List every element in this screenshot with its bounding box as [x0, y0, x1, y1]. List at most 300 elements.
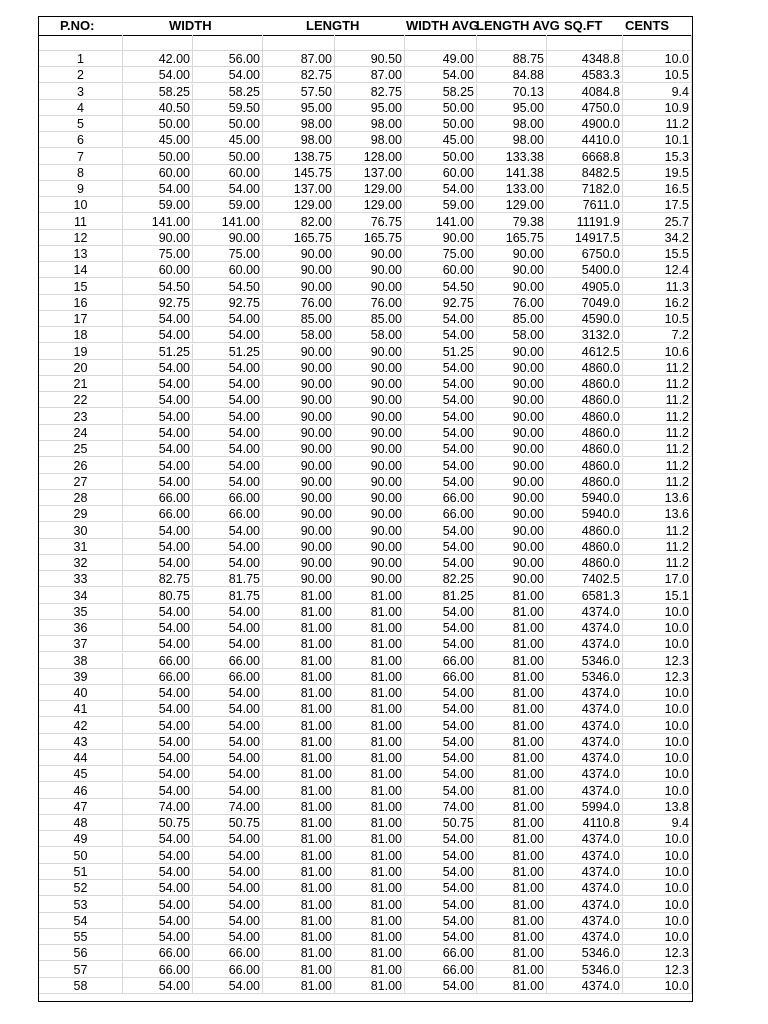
cell-length-2: 90.00: [335, 279, 405, 295]
cell-length-1: 90.00: [263, 458, 335, 474]
cell-length-2: 81.00: [335, 718, 405, 734]
cell-length-2: 81.00: [335, 945, 405, 961]
cell-length-1: 81.00: [263, 604, 335, 620]
cell-pno: 30: [39, 523, 123, 539]
spacer-cell: [39, 35, 123, 51]
cell-length-2: 90.00: [335, 409, 405, 425]
cell-width-2: 54.00: [193, 913, 263, 929]
cell-sqft: 4374.0: [547, 620, 623, 636]
cell-pno: 23: [39, 409, 123, 425]
spacer-cell: [477, 35, 547, 51]
cell-length-1: 81.00: [263, 799, 335, 815]
cell-length-2: 90.00: [335, 441, 405, 457]
cell-width-1: 54.00: [123, 181, 193, 197]
cell-length-1: 90.00: [263, 360, 335, 376]
cell-pno: 3: [39, 84, 123, 100]
table-row: [39, 636, 692, 652]
cell-width-avg: 50.00: [405, 100, 477, 116]
cell-sqft: 14917.5: [547, 230, 623, 246]
cell-cents: 10.5: [623, 67, 692, 83]
cell-length-avg: 76.00: [477, 295, 547, 311]
cell-width-1: 54.00: [123, 783, 193, 799]
cell-cents: 9.4: [623, 815, 692, 831]
cell-length-2: 98.00: [335, 116, 405, 132]
cell-length-avg: 81.00: [477, 799, 547, 815]
cell-width-avg: 75.00: [405, 246, 477, 262]
cell-width-avg: 66.00: [405, 945, 477, 961]
cell-length-avg: 85.00: [477, 311, 547, 327]
cell-width-2: 66.00: [193, 962, 263, 978]
table-row: [39, 344, 692, 360]
header-cents: CENTS: [625, 18, 670, 33]
table-row: [39, 604, 692, 620]
cell-length-2: 87.00: [335, 67, 405, 83]
cell-length-avg: 81.00: [477, 848, 547, 864]
cell-length-avg: 98.00: [477, 116, 547, 132]
cell-width-2: 66.00: [193, 506, 263, 522]
cell-length-avg: 81.00: [477, 701, 547, 717]
cell-length-1: 81.00: [263, 897, 335, 913]
cell-length-1: 90.00: [263, 571, 335, 587]
cell-length-1: 81.00: [263, 831, 335, 847]
cell-width-avg: 54.00: [405, 685, 477, 701]
cell-width-avg: 45.00: [405, 132, 477, 148]
cell-cents: 10.5: [623, 311, 692, 327]
cell-length-2: 90.00: [335, 360, 405, 376]
table-row: [39, 701, 692, 717]
cell-length-avg: 81.00: [477, 734, 547, 750]
table-row: [39, 311, 692, 327]
cell-length-2: 90.00: [335, 262, 405, 278]
cell-length-2: 81.00: [335, 653, 405, 669]
cell-width-1: 92.75: [123, 295, 193, 311]
cell-width-2: 50.75: [193, 815, 263, 831]
cell-width-1: 54.00: [123, 718, 193, 734]
cell-length-2: 90.00: [335, 490, 405, 506]
cell-sqft: 5346.0: [547, 653, 623, 669]
cell-width-avg: 59.00: [405, 197, 477, 213]
cell-cents: 13.6: [623, 506, 692, 522]
cell-pno: 32: [39, 555, 123, 571]
cell-pno: 48: [39, 815, 123, 831]
cell-width-avg: 141.00: [405, 214, 477, 230]
table-row: [39, 149, 692, 165]
cell-length-avg: 90.00: [477, 425, 547, 441]
cell-cents: 10.0: [623, 750, 692, 766]
cell-pno: 45: [39, 766, 123, 782]
cell-sqft: 6581.3: [547, 588, 623, 604]
table-row: [39, 848, 692, 864]
cell-width-2: 54.00: [193, 441, 263, 457]
cell-width-avg: 54.00: [405, 311, 477, 327]
cell-length-2: 81.00: [335, 848, 405, 864]
cell-length-avg: 81.00: [477, 783, 547, 799]
cell-length-2: 98.00: [335, 132, 405, 148]
cell-pno: 28: [39, 490, 123, 506]
cell-width-avg: 54.00: [405, 701, 477, 717]
cell-width-avg: 54.00: [405, 376, 477, 392]
table-row: [39, 523, 692, 539]
cell-width-avg: 60.00: [405, 165, 477, 181]
cell-width-2: 60.00: [193, 262, 263, 278]
cell-sqft: 5346.0: [547, 669, 623, 685]
cell-cents: 15.1: [623, 588, 692, 604]
cell-length-1: 81.00: [263, 750, 335, 766]
cell-length-2: 90.00: [335, 571, 405, 587]
cell-width-2: 54.00: [193, 360, 263, 376]
cell-width-1: 54.00: [123, 539, 193, 555]
cell-width-avg: 54.00: [405, 929, 477, 945]
cell-width-avg: 58.25: [405, 84, 477, 100]
cell-length-avg: 81.00: [477, 929, 547, 945]
cell-sqft: 4374.0: [547, 897, 623, 913]
cell-length-2: 81.00: [335, 750, 405, 766]
cell-width-2: 54.00: [193, 539, 263, 555]
cell-length-avg: 90.00: [477, 262, 547, 278]
cell-width-avg: 81.25: [405, 588, 477, 604]
table-row: [39, 913, 692, 929]
cell-width-avg: 54.00: [405, 523, 477, 539]
cell-length-avg: 79.38: [477, 214, 547, 230]
cell-cents: 17.5: [623, 197, 692, 213]
cell-cents: 10.0: [623, 685, 692, 701]
cell-cents: 12.3: [623, 669, 692, 685]
cell-width-1: 60.00: [123, 165, 193, 181]
cell-length-avg: 90.00: [477, 555, 547, 571]
table-row: [39, 100, 692, 116]
cell-length-2: 81.00: [335, 604, 405, 620]
cell-sqft: 4860.0: [547, 441, 623, 457]
cell-length-2: 81.00: [335, 864, 405, 880]
table-row: [39, 669, 692, 685]
cell-length-2: 81.00: [335, 620, 405, 636]
table-row: [39, 766, 692, 782]
cell-width-1: 60.00: [123, 262, 193, 278]
cell-length-avg: 90.00: [477, 360, 547, 376]
cell-width-1: 74.00: [123, 799, 193, 815]
cell-width-1: 90.00: [123, 230, 193, 246]
table-row: [39, 279, 692, 295]
cell-cents: 11.2: [623, 539, 692, 555]
cell-length-1: 57.50: [263, 84, 335, 100]
cell-sqft: 4374.0: [547, 718, 623, 734]
cell-width-2: 51.25: [193, 344, 263, 360]
cell-length-avg: 129.00: [477, 197, 547, 213]
cell-length-1: 81.00: [263, 636, 335, 652]
cell-length-1: 129.00: [263, 197, 335, 213]
cell-sqft: 5940.0: [547, 490, 623, 506]
cell-sqft: 4410.0: [547, 132, 623, 148]
cell-length-2: 81.00: [335, 929, 405, 945]
cell-length-avg: 81.00: [477, 831, 547, 847]
cell-length-1: 81.00: [263, 620, 335, 636]
cell-pno: 31: [39, 539, 123, 555]
cell-pno: 53: [39, 897, 123, 913]
cell-pno: 26: [39, 458, 123, 474]
cell-length-2: 90.00: [335, 392, 405, 408]
cell-width-avg: 54.00: [405, 831, 477, 847]
cell-pno: 39: [39, 669, 123, 685]
cell-cents: 10.0: [623, 864, 692, 880]
cell-length-avg: 90.00: [477, 392, 547, 408]
cell-length-1: 90.00: [263, 474, 335, 490]
cell-length-1: 165.75: [263, 230, 335, 246]
cell-pno: 43: [39, 734, 123, 750]
cell-pno: 1: [39, 51, 123, 67]
cell-width-2: 54.00: [193, 523, 263, 539]
table-row: [39, 458, 692, 474]
table-row: [39, 734, 692, 750]
cell-cents: 10.0: [623, 718, 692, 734]
cell-length-1: 145.75: [263, 165, 335, 181]
spacer-cell: [335, 35, 405, 51]
cell-cents: 7.2: [623, 327, 692, 343]
cell-cents: 10.9: [623, 100, 692, 116]
cell-width-avg: 54.00: [405, 734, 477, 750]
cell-length-1: 81.00: [263, 864, 335, 880]
cell-sqft: 4374.0: [547, 929, 623, 945]
cell-length-1: 90.00: [263, 506, 335, 522]
cell-length-avg: 98.00: [477, 132, 547, 148]
cell-pno: 24: [39, 425, 123, 441]
cell-length-1: 81.00: [263, 945, 335, 961]
cell-width-avg: 54.00: [405, 897, 477, 913]
cell-length-1: 81.00: [263, 588, 335, 604]
cell-sqft: 4348.8: [547, 51, 623, 67]
table-row: [39, 230, 692, 246]
cell-sqft: 5940.0: [547, 506, 623, 522]
cell-cents: 11.2: [623, 425, 692, 441]
cell-pno: 49: [39, 831, 123, 847]
cell-length-2: 90.00: [335, 555, 405, 571]
cell-width-1: 66.00: [123, 669, 193, 685]
table-row: [39, 588, 692, 604]
cell-length-avg: 95.00: [477, 100, 547, 116]
cell-pno: 54: [39, 913, 123, 929]
cell-length-1: 90.00: [263, 490, 335, 506]
cell-sqft: 4612.5: [547, 344, 623, 360]
cell-sqft: 4374.0: [547, 604, 623, 620]
cell-sqft: 4590.0: [547, 311, 623, 327]
cell-width-1: 54.00: [123, 425, 193, 441]
spacer-cell: [193, 35, 263, 51]
cell-cents: 10.0: [623, 848, 692, 864]
cell-width-1: 54.00: [123, 636, 193, 652]
cell-length-2: 137.00: [335, 165, 405, 181]
cell-width-avg: 54.00: [405, 555, 477, 571]
cell-width-1: 58.25: [123, 84, 193, 100]
cell-width-1: 54.00: [123, 474, 193, 490]
cell-width-1: 54.50: [123, 279, 193, 295]
cell-length-1: 90.00: [263, 279, 335, 295]
cell-width-avg: 49.00: [405, 51, 477, 67]
cell-width-1: 50.75: [123, 815, 193, 831]
cell-length-2: 81.00: [335, 734, 405, 750]
cell-width-2: 54.00: [193, 474, 263, 490]
table-row: [39, 506, 692, 522]
cell-width-2: 54.00: [193, 831, 263, 847]
cell-width-2: 54.00: [193, 750, 263, 766]
cell-width-2: 54.00: [193, 734, 263, 750]
cell-width-1: 54.00: [123, 734, 193, 750]
table-row: [39, 409, 692, 425]
cell-width-avg: 54.00: [405, 539, 477, 555]
table-row: [39, 425, 692, 441]
cell-width-avg: 54.00: [405, 718, 477, 734]
cell-length-avg: 141.38: [477, 165, 547, 181]
cell-length-2: 85.00: [335, 311, 405, 327]
cell-width-1: 54.00: [123, 864, 193, 880]
cell-width-2: 54.00: [193, 376, 263, 392]
spacer-cell: [405, 35, 477, 51]
cell-width-2: 74.00: [193, 799, 263, 815]
cell-cents: 11.2: [623, 376, 692, 392]
plot-table: [38, 16, 693, 1002]
cell-length-2: 58.00: [335, 327, 405, 343]
cell-cents: 16.2: [623, 295, 692, 311]
cell-length-avg: 90.00: [477, 474, 547, 490]
cell-width-1: 54.00: [123, 880, 193, 896]
cell-width-1: 54.00: [123, 67, 193, 83]
cell-width-2: 66.00: [193, 490, 263, 506]
cell-width-1: 66.00: [123, 962, 193, 978]
cell-length-avg: 81.00: [477, 880, 547, 896]
cell-pno: 35: [39, 604, 123, 620]
cell-width-avg: 50.00: [405, 149, 477, 165]
cell-length-avg: 81.00: [477, 978, 547, 994]
cell-sqft: 4374.0: [547, 913, 623, 929]
cell-length-1: 58.00: [263, 327, 335, 343]
cell-width-2: 59.50: [193, 100, 263, 116]
cell-length-avg: 81.00: [477, 913, 547, 929]
cell-cents: 11.2: [623, 555, 692, 571]
cell-length-avg: 81.00: [477, 864, 547, 880]
cell-cents: 11.2: [623, 409, 692, 425]
cell-length-1: 90.00: [263, 425, 335, 441]
cell-length-2: 90.00: [335, 246, 405, 262]
cell-length-avg: 90.00: [477, 571, 547, 587]
table-row: [39, 571, 692, 587]
cell-width-1: 54.00: [123, 311, 193, 327]
table-row: [39, 490, 692, 506]
cell-length-avg: 81.00: [477, 620, 547, 636]
cell-pno: 15: [39, 279, 123, 295]
cell-width-2: 75.00: [193, 246, 263, 262]
cell-width-avg: 54.00: [405, 441, 477, 457]
cell-width-2: 54.50: [193, 279, 263, 295]
cell-width-2: 54.00: [193, 783, 263, 799]
cell-pno: 10: [39, 197, 123, 213]
cell-width-1: 54.00: [123, 409, 193, 425]
cell-width-1: 54.00: [123, 376, 193, 392]
cell-sqft: 5346.0: [547, 945, 623, 961]
cell-width-2: 54.00: [193, 718, 263, 734]
cell-length-2: 81.00: [335, 978, 405, 994]
cell-length-1: 81.00: [263, 718, 335, 734]
cell-width-avg: 54.00: [405, 181, 477, 197]
cell-width-avg: 54.00: [405, 425, 477, 441]
spacer-cell: [547, 35, 623, 51]
cell-width-2: 54.00: [193, 555, 263, 571]
header-length: LENGTH: [306, 18, 360, 33]
cell-length-avg: 90.00: [477, 376, 547, 392]
cell-length-2: 90.00: [335, 376, 405, 392]
cell-width-1: 66.00: [123, 490, 193, 506]
cell-sqft: 4860.0: [547, 523, 623, 539]
cell-width-avg: 54.00: [405, 848, 477, 864]
cell-width-2: 54.00: [193, 425, 263, 441]
cell-length-1: 90.00: [263, 555, 335, 571]
table-row: [39, 360, 692, 376]
table-row: [39, 84, 692, 100]
cell-length-1: 81.00: [263, 783, 335, 799]
cell-length-1: 90.00: [263, 523, 335, 539]
cell-width-2: 92.75: [193, 295, 263, 311]
table-row: [39, 653, 692, 669]
cell-width-2: 50.00: [193, 116, 263, 132]
cell-width-avg: 54.00: [405, 360, 477, 376]
cell-length-avg: 90.00: [477, 506, 547, 522]
table-row: [39, 555, 692, 571]
cell-width-2: 54.00: [193, 409, 263, 425]
cell-pno: 9: [39, 181, 123, 197]
cell-cents: 10.0: [623, 880, 692, 896]
cell-width-1: 54.00: [123, 604, 193, 620]
cell-width-2: 54.00: [193, 701, 263, 717]
table-row: [39, 945, 692, 961]
table-row: [39, 783, 692, 799]
cell-length-avg: 81.00: [477, 766, 547, 782]
cell-length-2: 76.75: [335, 214, 405, 230]
cell-length-1: 90.00: [263, 409, 335, 425]
cell-length-2: 129.00: [335, 197, 405, 213]
cell-length-2: 81.00: [335, 701, 405, 717]
cell-pno: 36: [39, 620, 123, 636]
cell-sqft: 11191.9: [547, 214, 623, 230]
cell-width-1: 80.75: [123, 588, 193, 604]
cell-cents: 34.2: [623, 230, 692, 246]
cell-pno: 46: [39, 783, 123, 799]
cell-width-avg: 50.00: [405, 116, 477, 132]
cell-pno: 14: [39, 262, 123, 278]
cell-length-avg: 133.00: [477, 181, 547, 197]
cell-length-avg: 165.75: [477, 230, 547, 246]
cell-width-1: 54.00: [123, 685, 193, 701]
header-width-avg: WIDTH AVG: [406, 18, 479, 33]
cell-width-2: 56.00: [193, 51, 263, 67]
cell-sqft: 4860.0: [547, 458, 623, 474]
cell-width-2: 54.00: [193, 897, 263, 913]
cell-length-2: 90.00: [335, 523, 405, 539]
cell-length-2: 90.00: [335, 425, 405, 441]
cell-width-1: 54.00: [123, 831, 193, 847]
cell-cents: 9.4: [623, 84, 692, 100]
cell-width-1: 54.00: [123, 848, 193, 864]
cell-length-1: 81.00: [263, 978, 335, 994]
table-row: [39, 897, 692, 913]
cell-length-1: 90.00: [263, 344, 335, 360]
cell-width-avg: 66.00: [405, 669, 477, 685]
cell-width-2: 81.75: [193, 588, 263, 604]
cell-sqft: 4374.0: [547, 701, 623, 717]
cell-length-1: 81.00: [263, 734, 335, 750]
cell-width-1: 66.00: [123, 506, 193, 522]
cell-length-1: 81.00: [263, 880, 335, 896]
table-row: [39, 978, 692, 994]
cell-length-1: 81.00: [263, 685, 335, 701]
cell-width-avg: 66.00: [405, 506, 477, 522]
cell-width-avg: 54.00: [405, 766, 477, 782]
